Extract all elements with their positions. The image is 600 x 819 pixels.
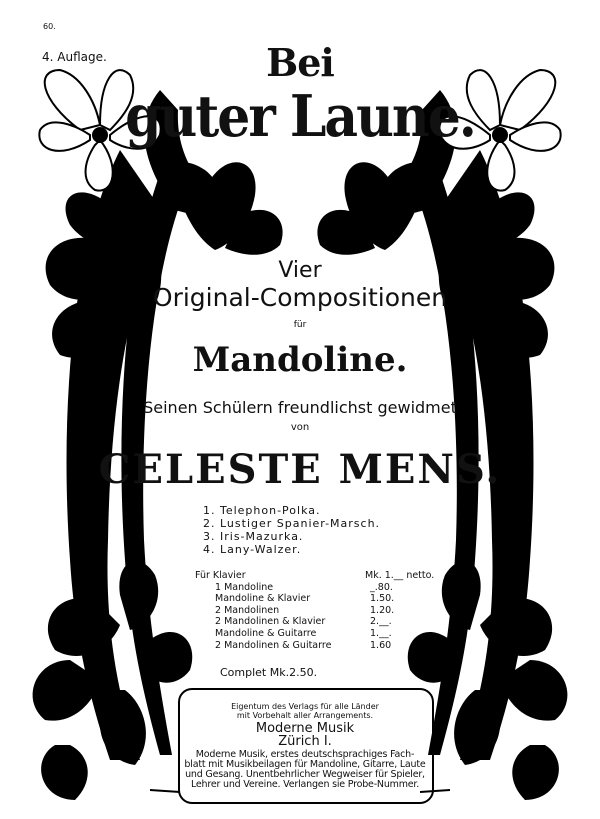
subtitle-vier: Vier [278,258,322,283]
edition-label: 4. Auflage. [42,50,107,64]
complete-price: Complet Mk.2.50. [220,666,318,679]
von-label: von [290,422,310,433]
price-value: 1.50. [370,593,395,605]
price-value: 2.__. [370,616,392,628]
subtitle-fuer: für [293,320,307,330]
publisher-rights: Eigentum des Verlags für alle Länder mit Vorbehalt aller Arrangements. [231,702,379,720]
publisher-name: Moderne Musik Zürich I. [255,721,355,749]
publisher-advertisement: Moderne Musik, erstes deutschsprachiges Fach- blatt mit Musikbeilagen für Mandoline, Gitarre, Laute und Gesang. Unentbehrlicher Wegweiser für Spieler, Lehrer und Vereine. Verlangen sie Probe-Nummer. [184,749,426,790]
work-item: 2. Lustiger Spanier-Marsch. [203,517,381,530]
price-value: 1.60 [370,639,392,651]
price-label: 2 Mandolinen [215,604,280,616]
price-label: 2 Mandolinen & Klavier [215,616,326,628]
price-label: Mandoline & Klavier [215,593,311,605]
price-label: 1 Mandoline [215,581,274,593]
works-list [203,504,380,556]
price-value: Mk. 1.__ netto. [365,570,435,581]
price-label: 2 Mandolinen & Guitarre [215,639,332,651]
work-item: 1. Telephon-Polka. [203,504,321,517]
price-label: Für Klavier [195,570,246,581]
price-value: _.80. [370,581,393,593]
work-item: 4. Lany-Walzer. [203,543,302,556]
price-label: Mandoline & Guitarre [215,627,317,639]
work-item: 3. Iris-Mazurka. [203,530,304,543]
box-flourish-left [150,790,180,792]
dedication: Seinen Schülern freundlichst gewidmet [143,398,457,417]
subtitle-compositions: Original-Compositionen [152,283,448,312]
composer-name: CELESTE MENS. [98,446,502,493]
instrument-title: Mandoline. [192,340,408,380]
title-line-2: guter Laune. [125,82,475,151]
price-value: 1.__. [370,627,392,639]
title-line-1: Bei [266,40,334,85]
price-value: 1.20. [370,604,395,616]
plate-number: 60. [43,22,56,31]
